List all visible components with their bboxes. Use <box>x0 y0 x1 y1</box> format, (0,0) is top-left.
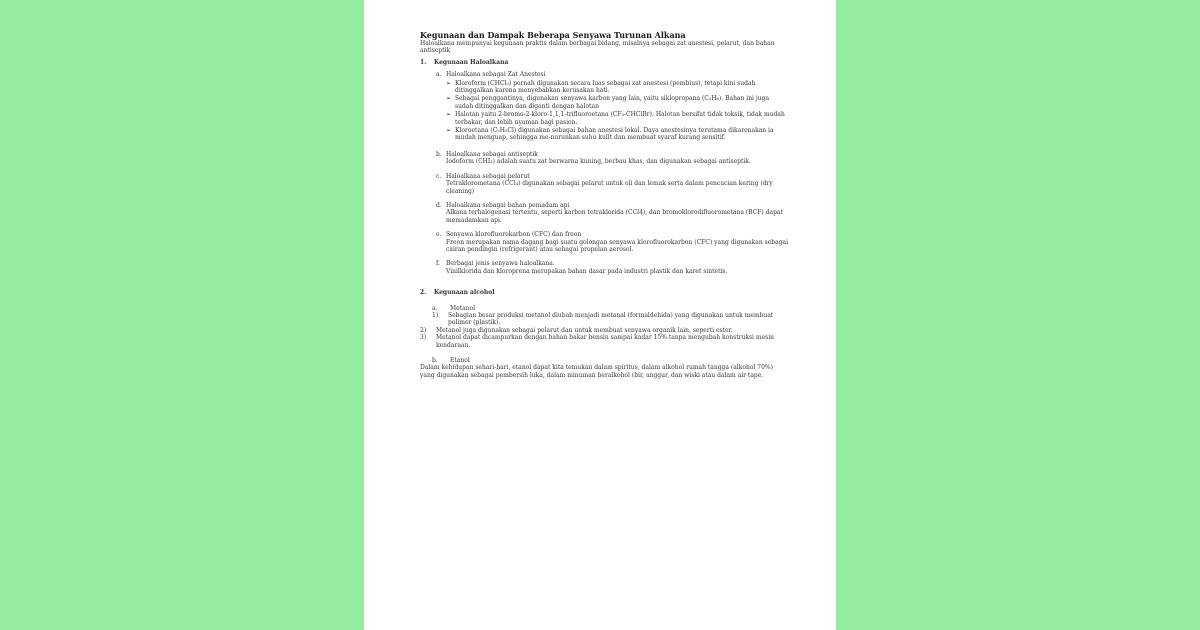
section-title: Kegunaan alcohol <box>434 289 495 297</box>
numbered-item <box>420 334 788 349</box>
subsection-b <box>436 151 788 166</box>
subsection-heading: Berbagai jenis senyawa haloalkana. <box>446 260 555 268</box>
subsection-letter: a. <box>436 71 442 79</box>
subsection-a <box>436 71 788 143</box>
bullet-text: Halotan yaitu 2-bromo-2-kloro-1,1,1-trifluoroetana (CF₃-CHClBr). Halotan bersifat tidak toksik, tidak mudah terbakar, dan lebih nyaman bagi pasien. <box>455 111 785 126</box>
subsection-text: Vinilklorida dan kloroprena merupakan bahan dasar pada industri plastik dan karet sintetis. <box>446 267 728 275</box>
section-heading-haloalkana <box>420 59 788 66</box>
subsection-letter: a. <box>432 304 438 312</box>
subsection-text: Freon merupakan nama dagang bagi suatu golongan senyawa klorofluorokarbon (CFC) yang digunakan sebagai cairan pendingin (refrigerant) atau sebagai propelan aerosol. <box>446 238 789 253</box>
subsection-heading <box>432 357 788 364</box>
subsection-title: Metanol <box>450 304 476 312</box>
alcohol-ethanol <box>420 357 788 379</box>
list-item <box>446 80 788 95</box>
document-content <box>420 31 788 379</box>
subsection-letter: e. <box>436 231 442 239</box>
subsection-heading <box>432 305 788 312</box>
subsection-text: Dalam kehidupan sehari-hari, etanol dapat kita temukan dalam spiritus, dalam alkohol rumah tangga (alkohol 70%) yang digunakan sebagai pembersih luka, dalam minuman beralkohol (bir, anggur, dan wiski atau dalam air tape. <box>420 364 773 379</box>
subsection-title: Etanol <box>450 357 470 364</box>
subsection-heading: Haloalkana sebagai pelarut <box>446 172 530 180</box>
subsection-body <box>446 202 788 224</box>
numbered-item <box>432 312 788 327</box>
section-heading-alcohol <box>420 289 788 296</box>
item-number: 3) <box>420 334 427 342</box>
bullet-text: Kloroetana (C₂H₅Cl) digunakan sebagai bahan anestesi lokal. Daya anestesinya terutama dikarenakan ia mudah menguap, sehingga me-nurunkan suhu kulit dan membuat syaraf kurang sensitif. <box>455 127 774 142</box>
subsection-body <box>446 173 788 195</box>
section-number: 1. <box>420 58 427 66</box>
document-title: Kegunaan dan Dampak Beberapa Senyawa Turunan Alkana <box>420 30 686 40</box>
item-text: Sebagian besar produksi metanol diubah menjadi metanal (formaldehida) yang digunakan untuk membuat polimer (plastik). <box>448 311 774 327</box>
bullet-list <box>446 80 788 142</box>
subsection-body <box>446 71 788 143</box>
list-item <box>446 111 788 126</box>
subsection-letter: c. <box>436 172 442 180</box>
arrow-bullet-icon: ➢ <box>446 111 452 119</box>
subsection-heading: Senyawa klorofluorokarbon (CFC) dan freon <box>446 231 582 239</box>
bullet-text: Kloroform (CHCl₃) pernah digunakan secara luas sebagai zat anestesi (pembius), tetapi kini sudah ditinggalkan karena menyebabkan kerusakan hati. <box>455 79 756 95</box>
list-item <box>446 127 788 142</box>
item-number: 2) <box>420 326 427 334</box>
subsection-letter: d. <box>436 201 442 209</box>
numbered-list <box>420 312 788 349</box>
document-page <box>364 0 836 630</box>
subsection-letter: f. <box>436 260 440 268</box>
subsection-text: Tetraklorometana (CCl₄) digunakan sebagai pelarut untuk oli dan lemak serta dalam pencucian kering (dry cleaning) <box>446 180 773 195</box>
subsection-body <box>446 151 788 166</box>
numbered-item <box>420 327 788 334</box>
subsection-heading: Haloalkana sebagai antiseptik <box>446 150 538 158</box>
subsection-d <box>436 202 788 224</box>
subsection-f <box>436 260 788 275</box>
subsection-c <box>436 173 788 195</box>
subsection-e <box>436 231 788 253</box>
arrow-bullet-icon: ➢ <box>446 127 452 135</box>
item-number: 1) <box>432 311 439 319</box>
subsection-heading: Haloalkana sebagai bahan pemadam api <box>446 201 570 209</box>
subsection-text: Alkana terhalogenasi tertentu, seperti karbon tetraklorida (CCl4), dan bromoklorodifluorometana (BCF) dapat memadamkan api. <box>446 209 783 224</box>
item-text: Metanol juga digunakan sebagai pelarut dan untuk membuat senyawa organik lain, seperti ester. <box>436 326 733 334</box>
arrow-bullet-icon: ➢ <box>446 79 452 87</box>
item-text: Metanol dapat dicampurkan dengan bahan bakar bensin sampai kadar 15% tanpa mengubah konstruksi mesin kendaraan. <box>436 334 774 349</box>
document-intro: Haloalkana mempunyai kegunaan praktis dalam berbagai bidang, misalnya sebagai zat anestesi, pelarut, dan bahan antiseptik <box>420 40 775 55</box>
subsection-letter: b. <box>436 150 442 158</box>
section-title: Kegunaan Haloalkana <box>434 58 509 66</box>
list-item <box>446 95 788 110</box>
subsection-heading: Haloalkana sebagai Zat Anestesi <box>446 71 546 79</box>
subsection-body <box>446 231 788 253</box>
bullet-text: Sebagai penggantinya, digunakan senyawa karbon yang lain, yaitu siklopropana (C₃H₆). Bahan ini juga sudah ditinggalkan dan diganti dengan halotan <box>455 95 770 110</box>
section-number: 2. <box>420 289 427 297</box>
subsection-body <box>446 260 788 275</box>
subsection-letter: b. <box>432 357 438 364</box>
subsection-text: Iodoform (CHI₃) adalah suatu zat berwarna kuning, berbau khas, dan digunakan sebagai antiseptik. <box>446 158 751 166</box>
alcohol-methanol <box>420 304 788 349</box>
arrow-bullet-icon: ➢ <box>446 95 452 103</box>
